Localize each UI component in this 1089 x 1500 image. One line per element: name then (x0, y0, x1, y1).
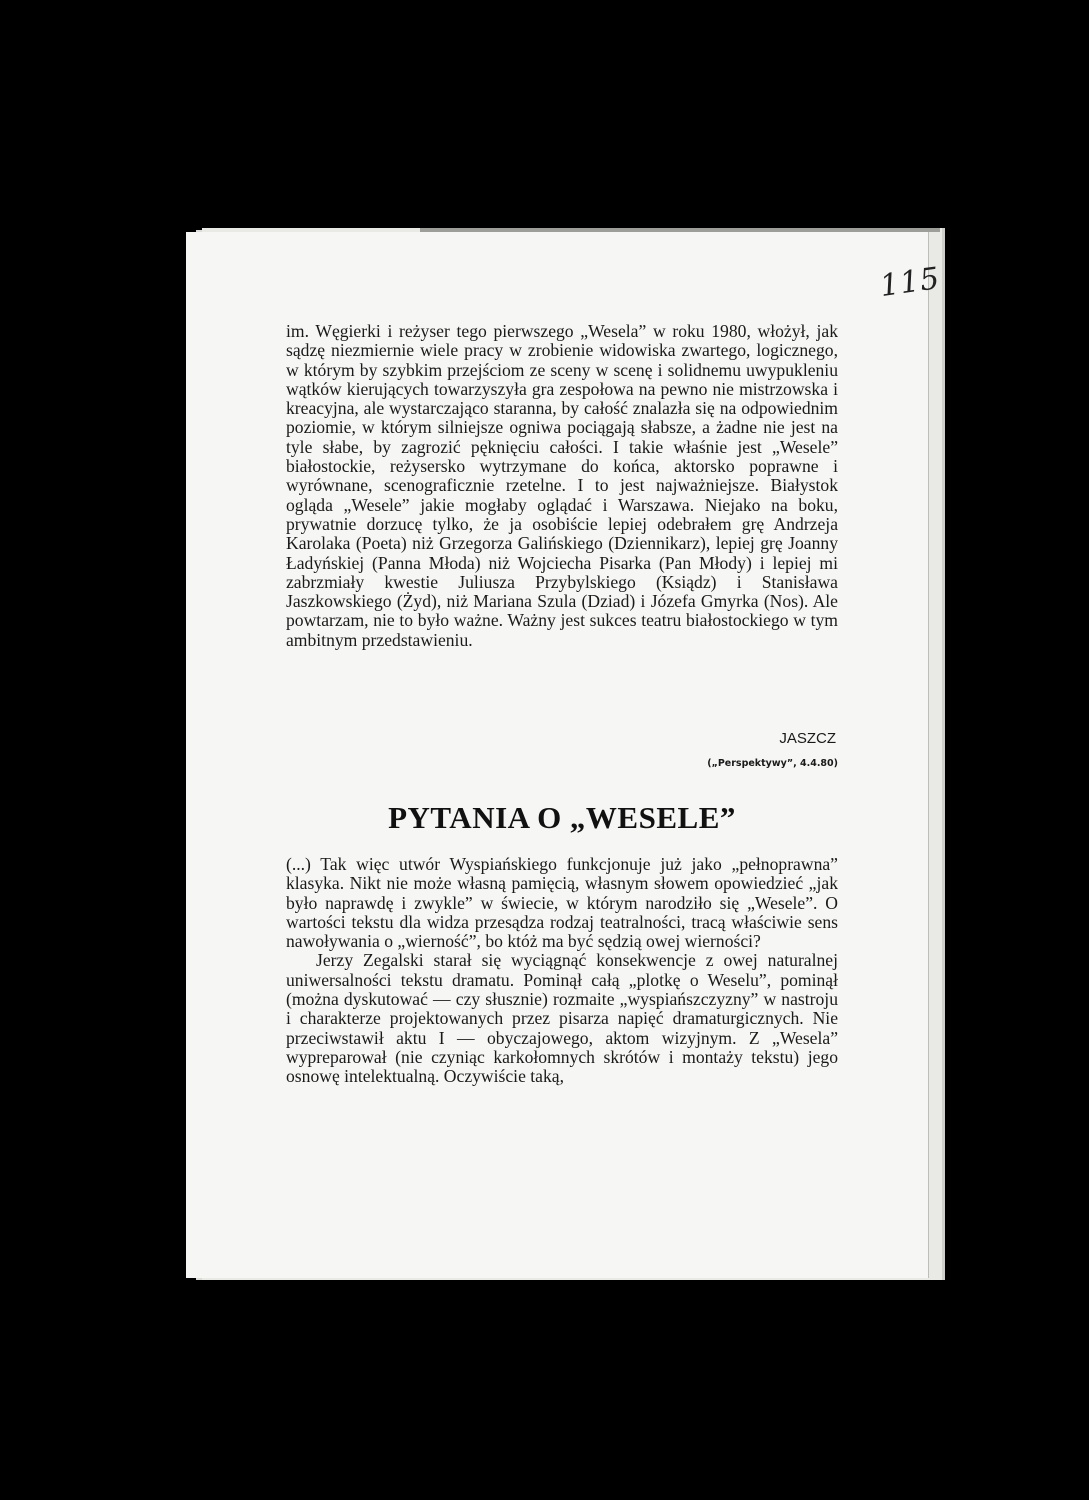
article-body (286, 855, 838, 1087)
handwritten-page-number: 115 (877, 260, 943, 305)
author-signature: JASZCZ (779, 730, 836, 747)
source-citation: („Perspektywy”, 4.4.80) (707, 758, 838, 769)
paragraph: Jerzy Zegalski starał się wyciągnąć konsekwencje z owej naturalnej uniwersalności tekstu dramatu. Pominął całą „plotkę o Weselu”, pominął (można dyskutować — czy słusznie) rozmaite „wyspiańszczyzny” w nastroju i charakterze projektowanych przez pisarza napięć dramaturgicznych. Nie przeciwstawił aktu I — obyczajowego, aktom wizyjnym. Z „Wesela” wypreparował (nie czyniąc karkołomnych skrótów i montaży tekstu) jego osnowę intelektualną. Oczywiście taką, (286, 950, 838, 1087)
paragraph: im. Węgierki i reżyser tego pierwszego „Wesela” w roku 1980, włożył, jak sądzę niezmiernie wiele pracy w zrobienie widowiska zwartego, logicznego, w którym by szybkim przejściom ze sceny w scenę i solidnemu uwypukleniu wątków kierujących towarzyszyła gra zespołowa na pewno nie mistrzowska i kreacyjna, ale wystarczająco staranna, by całość znalazła się na odpowiednim poziomie, w którym silniejsze ogniwa pociągają słabsze, a żadne nie jest na tyle słabe, by zagrozić pęknięciu całości. I takie właśnie jest „Wesele” białostockie, reżysersko wytrzymane do końca, aktorsko poprawne i wyrównane, scenograficznie rzetelne. I to jest najważniejsze. Białystok ogląda „Wesele” jakie mogłaby oglądać i Warszawa. Niejako na boku, prywatnie dorzucę tylko, że ja osobiście lepiej odebrałem grę Andrzeja Karolaka (Poeta) niż Grzegorza Galińskiego (Dziennikarz), lepiej grę Joanny Ładyńskiej (Panna Młoda) niż Wojciecha Pisarka (Pan Młody) i lepiej mi zabrzmiały kwestie Juliusza Przybylskiego (Ksiądz) i Stanisława Jaszkowskiego (Żyd), niż Mariana Szula (Dziad) i Józefa Gmyrka (Nos). Ale powtarzam, nie to było ważne. Ważny jest sukces teatru białostockiego w tym ambitnym przedstawieniu. (286, 321, 838, 650)
article-body (286, 322, 838, 650)
paragraph: (...) Tak więc utwór Wyspiańskiego funkcjonuje już jako „pełnoprawna” klasyka. Nikt nie może własną pamięcią, własnym słowem opowiedzieć „jak było naprawdę i zwykle” w świecie, w którym narodziło się „Wesele”. O wartości tekstu dla widza przesądza rodzaj teatralności, tracą właściwie sens nawoływania o „wierność”, bo któż ma być sędzią owej wierności? (286, 854, 838, 952)
article-title: PYTANIA O „WESELE” (388, 800, 736, 835)
